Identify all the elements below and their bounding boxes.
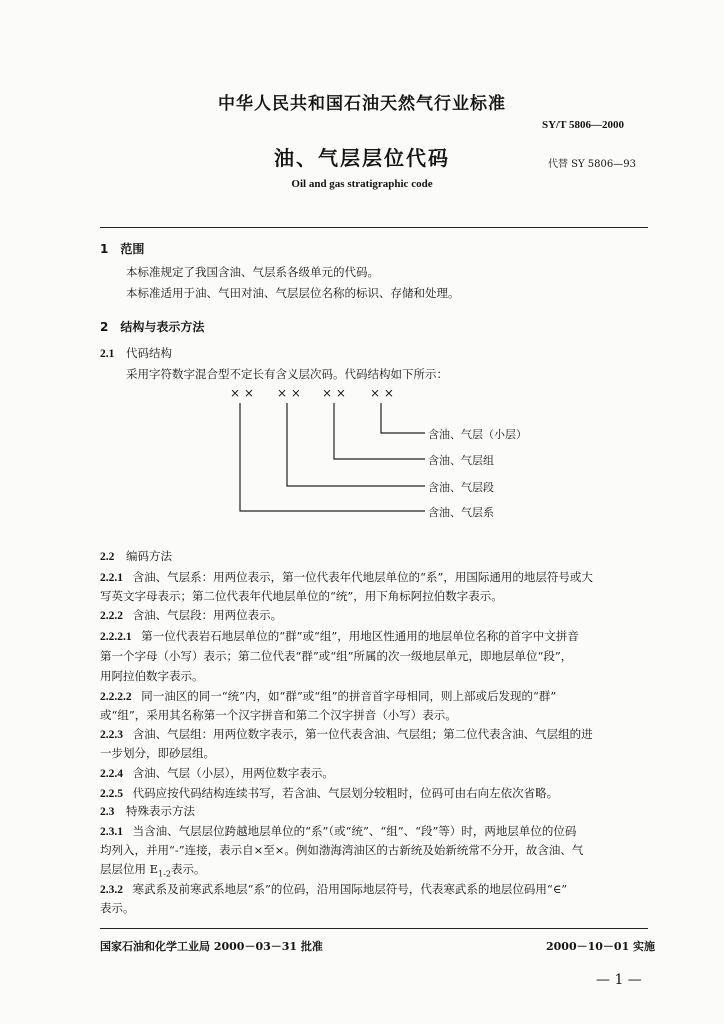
clause-title: 编码方法 <box>126 549 173 563</box>
code-pair-4: × × <box>370 386 394 400</box>
clause-2-3-1-line-1 <box>100 821 576 842</box>
code-pair-3: × × <box>322 386 346 400</box>
diagram-label-layer-system: 含油、气层系 <box>428 506 494 519</box>
clause-text: 层层位用 E <box>100 862 159 876</box>
clause-2-2-3-line-1 <box>100 724 593 745</box>
clause-2-2-1-line-2: 写英文字母表示；第二位代表年代地层单位的“统”，用下角标阿拉伯数字表示。 <box>100 589 503 603</box>
clause-number: 2.2.3 <box>100 729 123 741</box>
clause-2-3-2-line-2: 表示。 <box>100 901 135 915</box>
clause-2-2-2-1-line-1 <box>100 626 579 647</box>
clause-text: 含油、气层组：用两位数字表示，第一位代表含油、气层组；第二位代表含油、气层组的进 <box>132 727 593 741</box>
clause-2-2-2-2-line-1 <box>100 686 556 707</box>
clause-2-3-heading <box>100 801 195 822</box>
clause-number: 2.3.2 <box>100 884 123 896</box>
connector-line-4 <box>381 403 425 433</box>
effective-date: 2000－10－01 实施 <box>546 940 656 953</box>
clause-2-2-2-1-line-2: 第一个字母（小写）表示；第二位代表“群”或“组”所属的次一级地层单元，即地层单位“段”， <box>100 649 573 663</box>
clause-number: 2.2.4 <box>100 768 123 780</box>
clause-text: 当含油、气层层位跨越地层单位的“系”（或“统”、“组”、“段”等）时，两地层单位的位码 <box>132 824 577 838</box>
section-1-paragraph-2: 本标准适用于油、气田对油、气层层位名称的标识、存储和处理。 <box>126 286 460 300</box>
clause-number: 2.2.2 <box>100 610 123 622</box>
diagram-label-layer-group: 含油、气层组 <box>428 454 494 467</box>
diagram-label-sublayer: 含油、气层（小层） <box>428 428 527 441</box>
approval-date: 国家石油和化学工业局 2000－03－31 批准 <box>100 940 323 953</box>
clause-text: 代码应按代码结构连续书写，若含油、气层划分较粗时，位码可由右向左依次省略。 <box>132 786 559 800</box>
code-pair-1: × × <box>230 386 254 400</box>
supersedes-note: 代替 SY 5806—93 <box>548 159 636 170</box>
clause-number: 2.1 <box>100 348 115 360</box>
clause-number: 2.2.2.2 <box>100 691 132 703</box>
clause-text: 同一油区的同一“统”内，如“群”或“组”的拼音首字母相同，则上部或后发现的“群” <box>141 689 557 703</box>
clause-2-2-2-1-line-3: 用阿拉伯数字表示。 <box>100 669 204 683</box>
clause-number: 2.3 <box>100 806 115 818</box>
document-title: 油、气层层位代码 <box>274 146 450 170</box>
clause-2-3-1-line-2: 均列入，并用“-”连接，表示自×至×。例如渤海湾油区的古新统及始新统常不分开，故含油、气 <box>100 843 584 857</box>
section-1-paragraph-1: 本标准规定了我国含油、气层系各级单元的代码。 <box>126 265 379 279</box>
clause-text: 第一位代表岩石地层单位的“群”或“组”，用地区性通用的地层单位名称的首字中文拼音 <box>141 629 579 643</box>
issuing-authority-title: 中华人民共和国石油天然气行业标准 <box>218 94 506 114</box>
clause-2-2-4 <box>100 763 334 784</box>
clause-title: 代码结构 <box>126 346 173 360</box>
connector-line-3 <box>334 403 425 459</box>
clause-2-2-1-line-1 <box>100 567 593 588</box>
clause-2-3-2-line-1 <box>100 879 567 900</box>
clause-number: 2.2.1 <box>100 572 123 584</box>
clause-2-2-2-2-line-2: 或“组”，采用其名称第一个汉字拼音和第二个汉字拼音（小写）表示。 <box>100 708 457 722</box>
page-number: — 1 — <box>596 972 642 988</box>
connector-line-1 <box>240 403 425 511</box>
section-2-heading: 2 结构与表示方法 <box>100 320 205 334</box>
clause-text: 含油、气层（小层），用两位数字表示。 <box>132 766 334 780</box>
subscript: 1-2 <box>158 869 171 879</box>
clause-text: 含油、气层系：用两位表示，第一位代表年代地层单位的“系”，用国际通用的地层符号或大 <box>132 570 593 584</box>
standard-number: SY/T 5806—2000 <box>542 119 625 131</box>
clause-number: 2.2.5 <box>100 788 123 800</box>
code-pair-2: × × <box>277 386 301 400</box>
clause-2-1-paragraph: 采用字符数字混合型不定长有含义层次码。代码结构如下所示： <box>126 367 448 381</box>
clause-title: 特殊表示方法 <box>126 804 196 818</box>
clause-number: 2.2.2.1 <box>100 631 132 643</box>
clause-text: 含油、气层段：用两位表示。 <box>132 608 283 622</box>
section-1-heading: 1 范围 <box>100 242 145 256</box>
connector-line-2 <box>287 403 425 486</box>
clause-number: 2.3.1 <box>100 826 123 838</box>
document-title-english: Oil and gas stratigraphic code <box>291 178 433 190</box>
clause-2-2-3-line-2: 一步划分，即砂层组。 <box>100 746 215 760</box>
clause-text: 表示。 <box>170 862 206 876</box>
clause-text: 寒武系及前寒武系地层“系”的位码，沿用国际地层符号，代表寒武系的地层位码用“∈” <box>132 882 568 896</box>
diagram-label-layer-section: 含油、气层段 <box>428 481 494 494</box>
clause-2-2-2-line-1 <box>100 605 282 626</box>
clause-number: 2.2 <box>100 551 115 563</box>
footer-divider <box>100 928 648 929</box>
clause-2-2-heading <box>100 546 172 567</box>
